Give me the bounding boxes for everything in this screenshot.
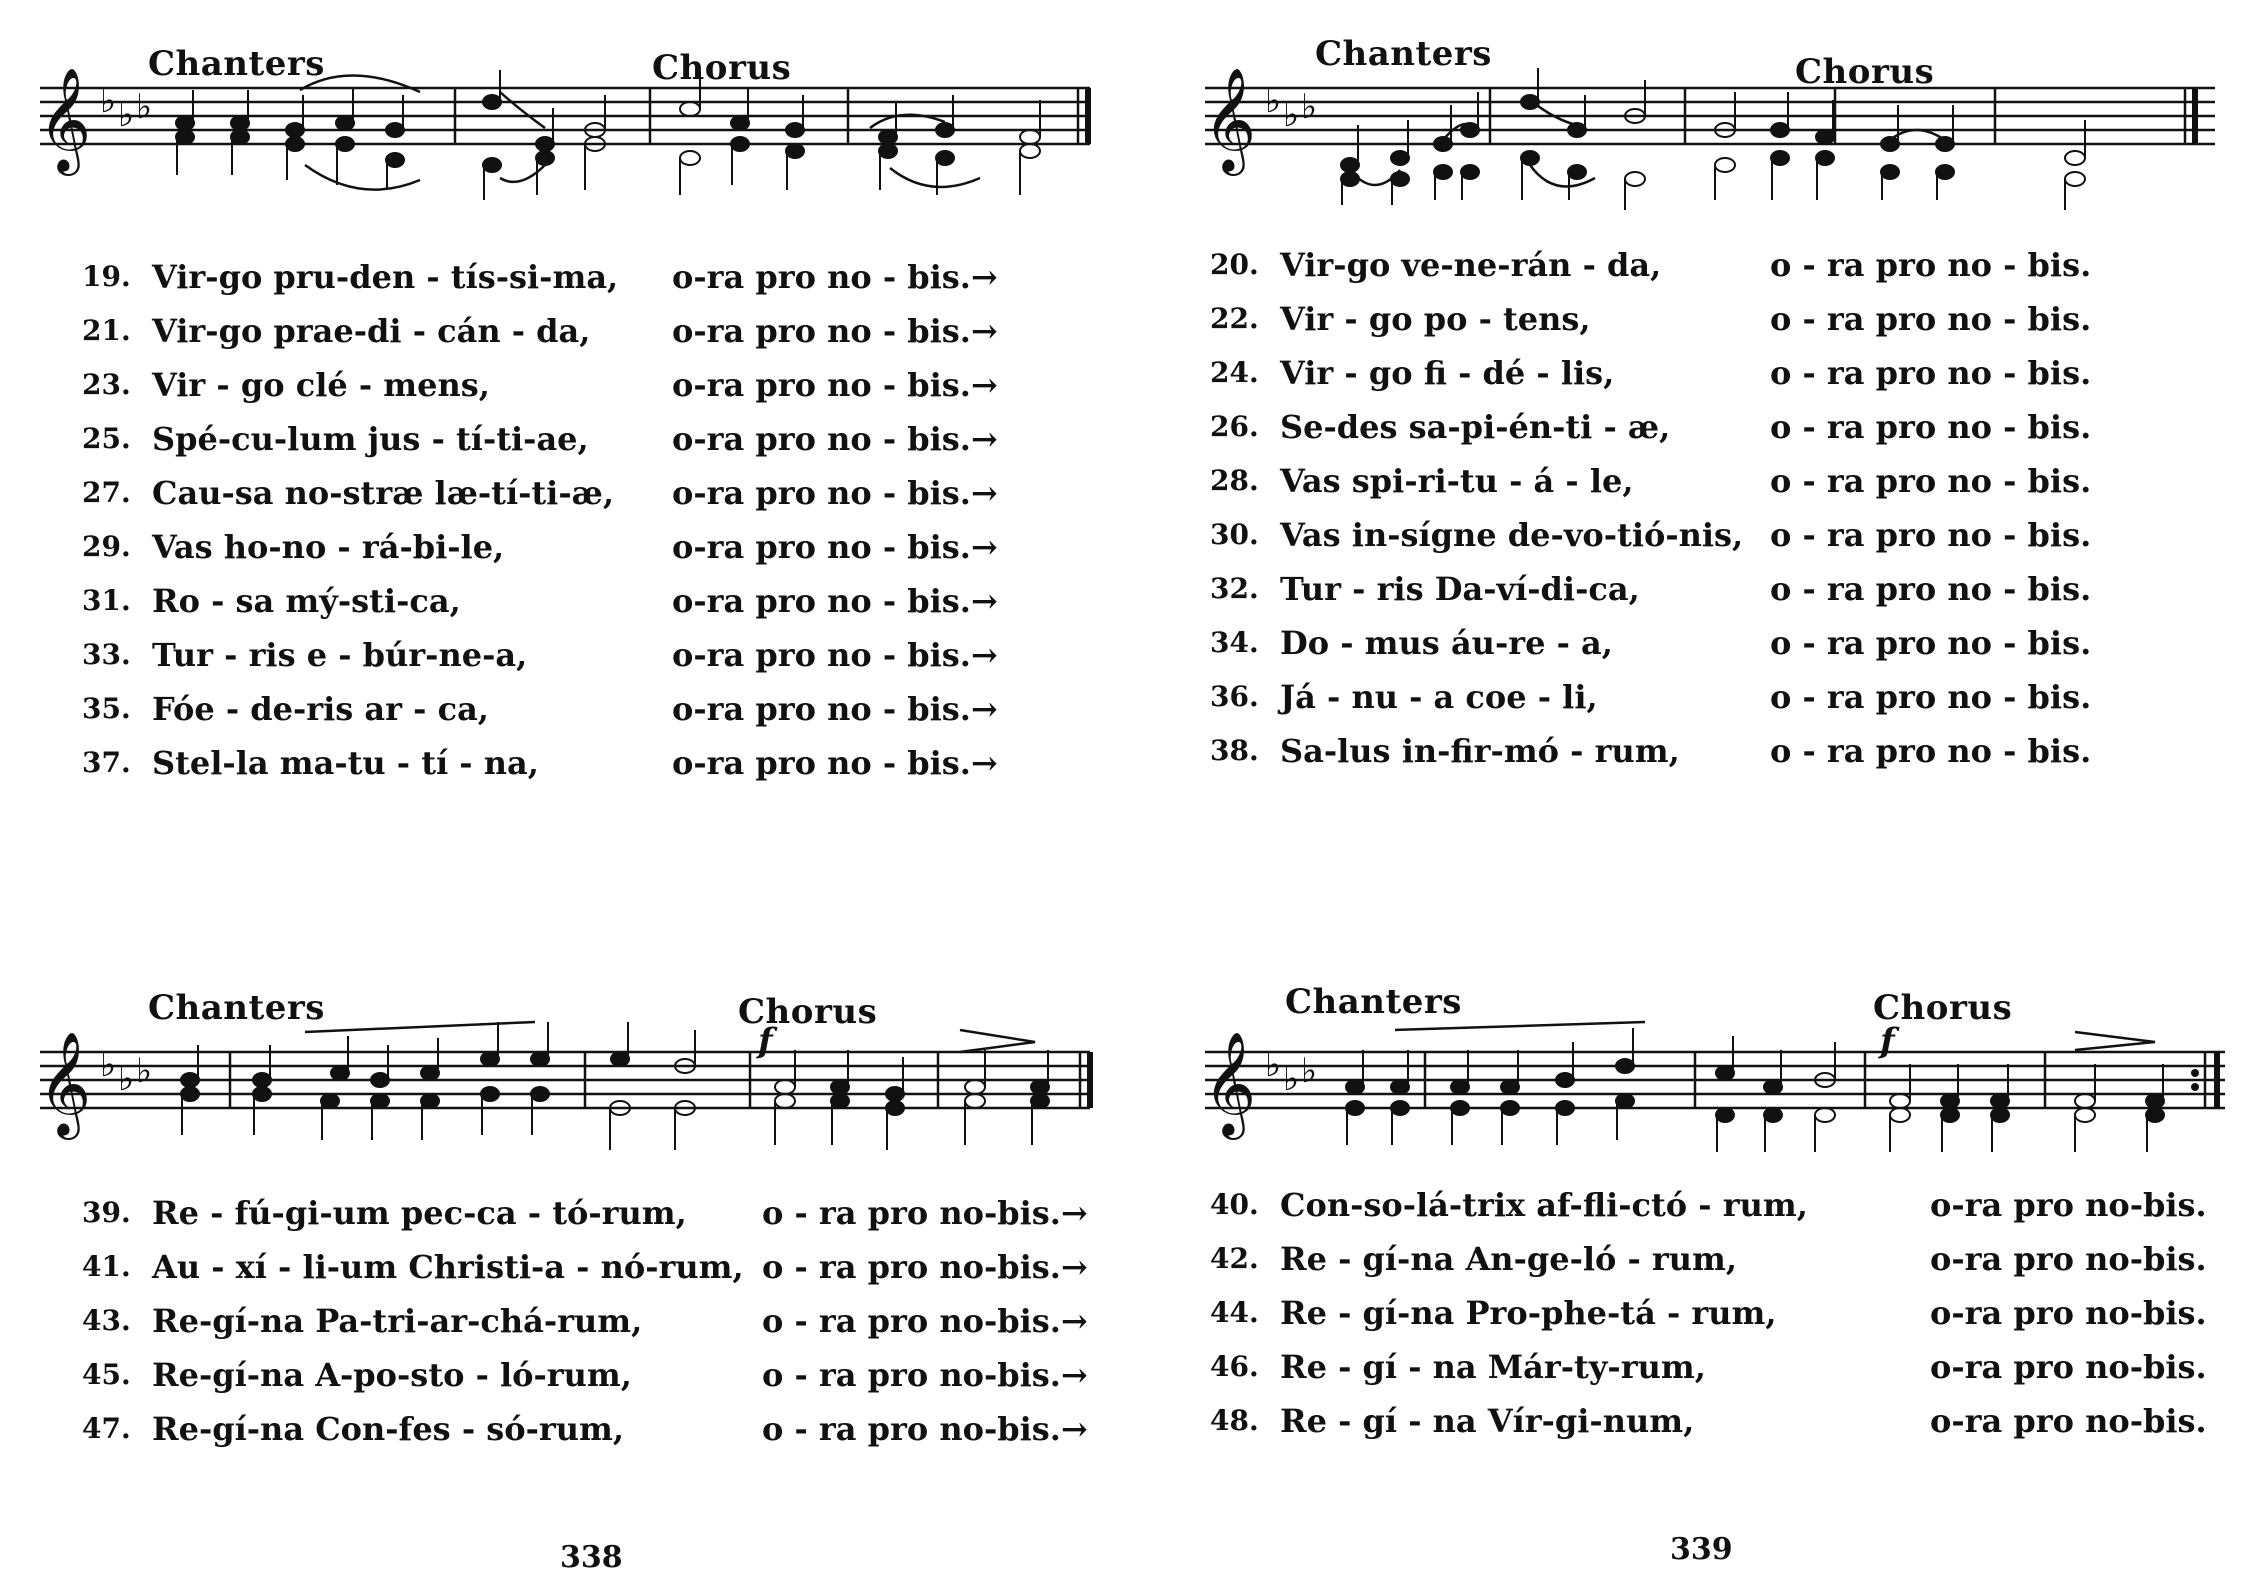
verse-text: Re - gí-na Pro-phe-tá - rum, — [1280, 1294, 1777, 1332]
music-staff — [0, 960, 1125, 1190]
verse-row — [1210, 1342, 2230, 1392]
verse-row — [82, 1296, 1122, 1346]
verse-row — [1210, 510, 2230, 560]
verse-response: o - ra pro no-bis.→ — [762, 1302, 1088, 1340]
chorus-label: Chorus — [1873, 988, 2013, 1028]
verse-row — [82, 252, 1122, 302]
verse-number: 45. — [82, 1358, 131, 1391]
verse-response: o-ra pro no - bis.→ — [672, 582, 998, 620]
verse-text: Tur - ris e - búr-ne-a, — [152, 636, 528, 674]
verse-row — [82, 1242, 1122, 1292]
chanters-label: Chanters — [148, 988, 325, 1028]
verse-text: Já - nu - a coe - li, — [1280, 678, 1598, 716]
page-339 — [1125, 0, 2250, 1590]
verse-text: Sa-lus in-fir-mó - rum, — [1280, 732, 1680, 770]
verse-response: o - ra pro no - bis. — [1770, 246, 2092, 284]
chorus-label: Chorus — [652, 48, 792, 88]
verse-response: o-ra pro no-bis. — [1930, 1186, 2207, 1224]
flat-icon: ♭ — [1283, 95, 1300, 135]
verse-text: Vas in-sígne de-vo-tió-nis, — [1280, 516, 1744, 554]
verse-row — [82, 576, 1122, 626]
forte-dynamic: f — [1880, 1021, 1895, 1061]
verse-text: Vir-go prae-di - cán - da, — [152, 312, 591, 350]
verse-number: 27. — [82, 476, 131, 509]
verse-response: o-ra pro no - bis.→ — [672, 474, 998, 512]
flat-icon: ♭ — [1301, 1051, 1318, 1091]
verse-list — [82, 252, 1122, 792]
hymn-section-2 — [1125, 960, 2250, 1480]
verse-number: 21. — [82, 314, 131, 347]
verse-row — [82, 1188, 1122, 1238]
verse-text: Vir - go clé - mens, — [152, 366, 490, 404]
flat-icon: ♭ — [1301, 87, 1318, 127]
chorus-label: Chorus — [1795, 52, 1935, 92]
verse-text: Cau-sa no-stræ læ-tí-ti-æ, — [152, 474, 614, 512]
verse-response: o-ra pro no - bis.→ — [672, 312, 998, 350]
chanters-label: Chanters — [148, 44, 325, 84]
verse-row — [1210, 1234, 2230, 1284]
verse-row — [82, 306, 1122, 356]
verse-response: o - ra pro no - bis. — [1770, 624, 2092, 662]
verse-number: 48. — [1210, 1404, 1259, 1437]
verse-row — [1210, 726, 2230, 776]
verse-response: o - ra pro no - bis. — [1770, 300, 2092, 338]
verse-list — [1210, 1180, 2230, 1460]
verse-row — [82, 630, 1122, 680]
verse-number: 42. — [1210, 1242, 1259, 1275]
verse-text: Re-gí-na A-po-sto - ló-rum, — [152, 1356, 632, 1394]
verse-text: Con-so-lá-trix af-fli-ctó - rum, — [1280, 1186, 1808, 1224]
hymn-section-1 — [1125, 0, 2250, 800]
verse-text: Re - fú-gi-um pec-ca - tó-rum, — [152, 1194, 687, 1232]
flat-icon: ♭ — [100, 81, 117, 121]
verse-response: o-ra pro no-bis. — [1930, 1240, 2207, 1278]
verse-number: 43. — [82, 1304, 131, 1337]
page-number: 338 — [560, 1540, 623, 1575]
hymn-section-2 — [0, 960, 1125, 1480]
verse-response: o-ra pro no - bis.→ — [672, 420, 998, 458]
verse-response: o-ra pro no - bis.→ — [672, 258, 998, 296]
verse-number: 35. — [82, 692, 131, 725]
verse-number: 40. — [1210, 1188, 1259, 1221]
verse-text: Vir - go po - tens, — [1280, 300, 1591, 338]
verse-text: Tur - ris Da-ví-di-ca, — [1280, 570, 1640, 608]
verse-number: 47. — [82, 1412, 131, 1445]
verse-number: 34. — [1210, 626, 1259, 659]
verse-text: Fóe - de-ris ar - ca, — [152, 690, 489, 728]
treble-clef-icon: 𝄞 — [1203, 1031, 1257, 1136]
verse-row — [82, 738, 1122, 788]
forte-dynamic: f — [758, 1021, 773, 1061]
flat-icon: ♭ — [100, 1045, 117, 1085]
verse-text: Ro - sa mý-sti-ca, — [152, 582, 461, 620]
verse-text: Do - mus áu-re - a, — [1280, 624, 1613, 662]
verse-row — [1210, 402, 2230, 452]
verse-number: 28. — [1210, 464, 1259, 497]
verse-response: o - ra pro no - bis. — [1770, 462, 2092, 500]
verse-text: Re - gí - na Már-ty-rum, — [1280, 1348, 1706, 1386]
verse-number: 41. — [82, 1250, 131, 1283]
verse-row — [82, 684, 1122, 734]
flat-icon: ♭ — [1283, 1059, 1300, 1099]
verse-text: Spé-cu-lum jus - tí-ti-ae, — [152, 420, 589, 458]
verse-response: o-ra pro no-bis. — [1930, 1348, 2207, 1386]
verse-row — [1210, 348, 2230, 398]
verse-response: o - ra pro no - bis. — [1770, 408, 2092, 446]
verse-list — [1210, 240, 2230, 780]
verse-row — [82, 468, 1122, 518]
verse-number: 32. — [1210, 572, 1259, 605]
verse-row — [1210, 1180, 2230, 1230]
page-number: 339 — [1670, 1532, 1733, 1567]
verse-row — [82, 1404, 1122, 1454]
verse-row — [1210, 294, 2230, 344]
verse-text: Re - gí-na An-ge-ló - rum, — [1280, 1240, 1738, 1278]
verse-number: 37. — [82, 746, 131, 779]
treble-clef-icon: 𝄞 — [1203, 67, 1257, 172]
verse-number: 31. — [82, 584, 131, 617]
verse-text: Vir-go pru-den - tís-si-ma, — [152, 258, 619, 296]
verse-text: Re-gí-na Pa-tri-ar-chá-rum, — [152, 1302, 643, 1340]
verse-number: 24. — [1210, 356, 1259, 389]
verse-response: o - ra pro no-bis.→ — [762, 1356, 1088, 1394]
verse-text: Re-gí-na Con-fes - só-rum, — [152, 1410, 625, 1448]
verse-text: Vas spi-ri-tu - á - le, — [1280, 462, 1634, 500]
music-staff — [1125, 0, 2250, 260]
verse-response: o - ra pro no - bis. — [1770, 678, 2092, 716]
verse-number: 36. — [1210, 680, 1259, 713]
flat-icon: ♭ — [1265, 81, 1282, 121]
verse-row — [1210, 240, 2230, 290]
chanters-label: Chanters — [1315, 34, 1492, 74]
verse-text: Vas ho-no - rá-bi-le, — [152, 528, 505, 566]
chanters-label: Chanters — [1285, 982, 1462, 1022]
verse-response: o - ra pro no-bis.→ — [762, 1410, 1088, 1448]
verse-response: o - ra pro no-bis.→ — [762, 1194, 1088, 1232]
verse-row — [1210, 672, 2230, 722]
verse-row — [82, 1350, 1122, 1400]
verse-number: 38. — [1210, 734, 1259, 767]
verse-row — [1210, 1288, 2230, 1338]
music-staff — [0, 0, 1125, 260]
verse-number: 23. — [82, 368, 131, 401]
verse-row — [1210, 456, 2230, 506]
verse-number: 25. — [82, 422, 131, 455]
verse-number: 19. — [82, 260, 131, 293]
verse-response: o - ra pro no - bis. — [1770, 516, 2092, 554]
verse-number: 46. — [1210, 1350, 1259, 1383]
verse-response: o - ra pro no-bis.→ — [762, 1248, 1088, 1286]
treble-clef-icon: 𝄞 — [38, 1031, 92, 1136]
verse-number: 44. — [1210, 1296, 1259, 1329]
verse-number: 22. — [1210, 302, 1259, 335]
verse-row — [82, 522, 1122, 572]
verse-number: 33. — [82, 638, 131, 671]
verse-response: o-ra pro no-bis. — [1930, 1294, 2207, 1332]
verse-number: 20. — [1210, 248, 1259, 281]
verse-response: o-ra pro no - bis.→ — [672, 366, 998, 404]
verse-text: Au - xí - li-um Christi-a - nó-rum, — [152, 1248, 744, 1286]
verse-response: o - ra pro no - bis. — [1770, 570, 2092, 608]
verse-row — [1210, 1396, 2230, 1446]
verse-row — [1210, 618, 2230, 668]
verse-row — [82, 414, 1122, 464]
verse-response: o-ra pro no - bis.→ — [672, 636, 998, 674]
verse-number: 26. — [1210, 410, 1259, 443]
verse-text: Vir - go fi - dé - lis, — [1280, 354, 1615, 392]
verse-row — [1210, 564, 2230, 614]
flat-icon: ♭ — [118, 95, 135, 135]
music-staff — [1125, 960, 2250, 1190]
verse-response: o-ra pro no - bis.→ — [672, 690, 998, 728]
repeat-dot-icon — [2191, 1069, 2199, 1077]
verse-text: Re - gí - na Vír-gi-num, — [1280, 1402, 1695, 1440]
verse-text: Se-des sa-pi-én-ti - æ, — [1280, 408, 1671, 446]
verse-response: o-ra pro no - bis.→ — [672, 528, 998, 566]
flat-icon: ♭ — [118, 1059, 135, 1099]
verse-response: o-ra pro no-bis. — [1930, 1402, 2207, 1440]
verse-text: Vir-go ve-ne-rán - da, — [1280, 246, 1662, 284]
flat-icon: ♭ — [136, 1051, 153, 1091]
hymn-section-1 — [0, 0, 1125, 800]
verse-response: o - ra pro no - bis. — [1770, 354, 2092, 392]
flat-icon: ♭ — [136, 87, 153, 127]
verse-response: o - ra pro no - bis. — [1770, 732, 2092, 770]
verse-row — [82, 360, 1122, 410]
repeat-dot-icon — [2191, 1083, 2199, 1091]
chorus-label: Chorus — [738, 992, 878, 1032]
verse-list — [82, 1188, 1122, 1468]
treble-clef-icon: 𝄞 — [38, 67, 92, 172]
verse-number: 29. — [82, 530, 131, 563]
verse-response: o-ra pro no - bis.→ — [672, 744, 998, 782]
verse-number: 30. — [1210, 518, 1259, 551]
verse-text: Stel-la ma-tu - tí - na, — [152, 744, 539, 782]
verse-number: 39. — [82, 1196, 131, 1229]
flat-icon: ♭ — [1265, 1045, 1282, 1085]
